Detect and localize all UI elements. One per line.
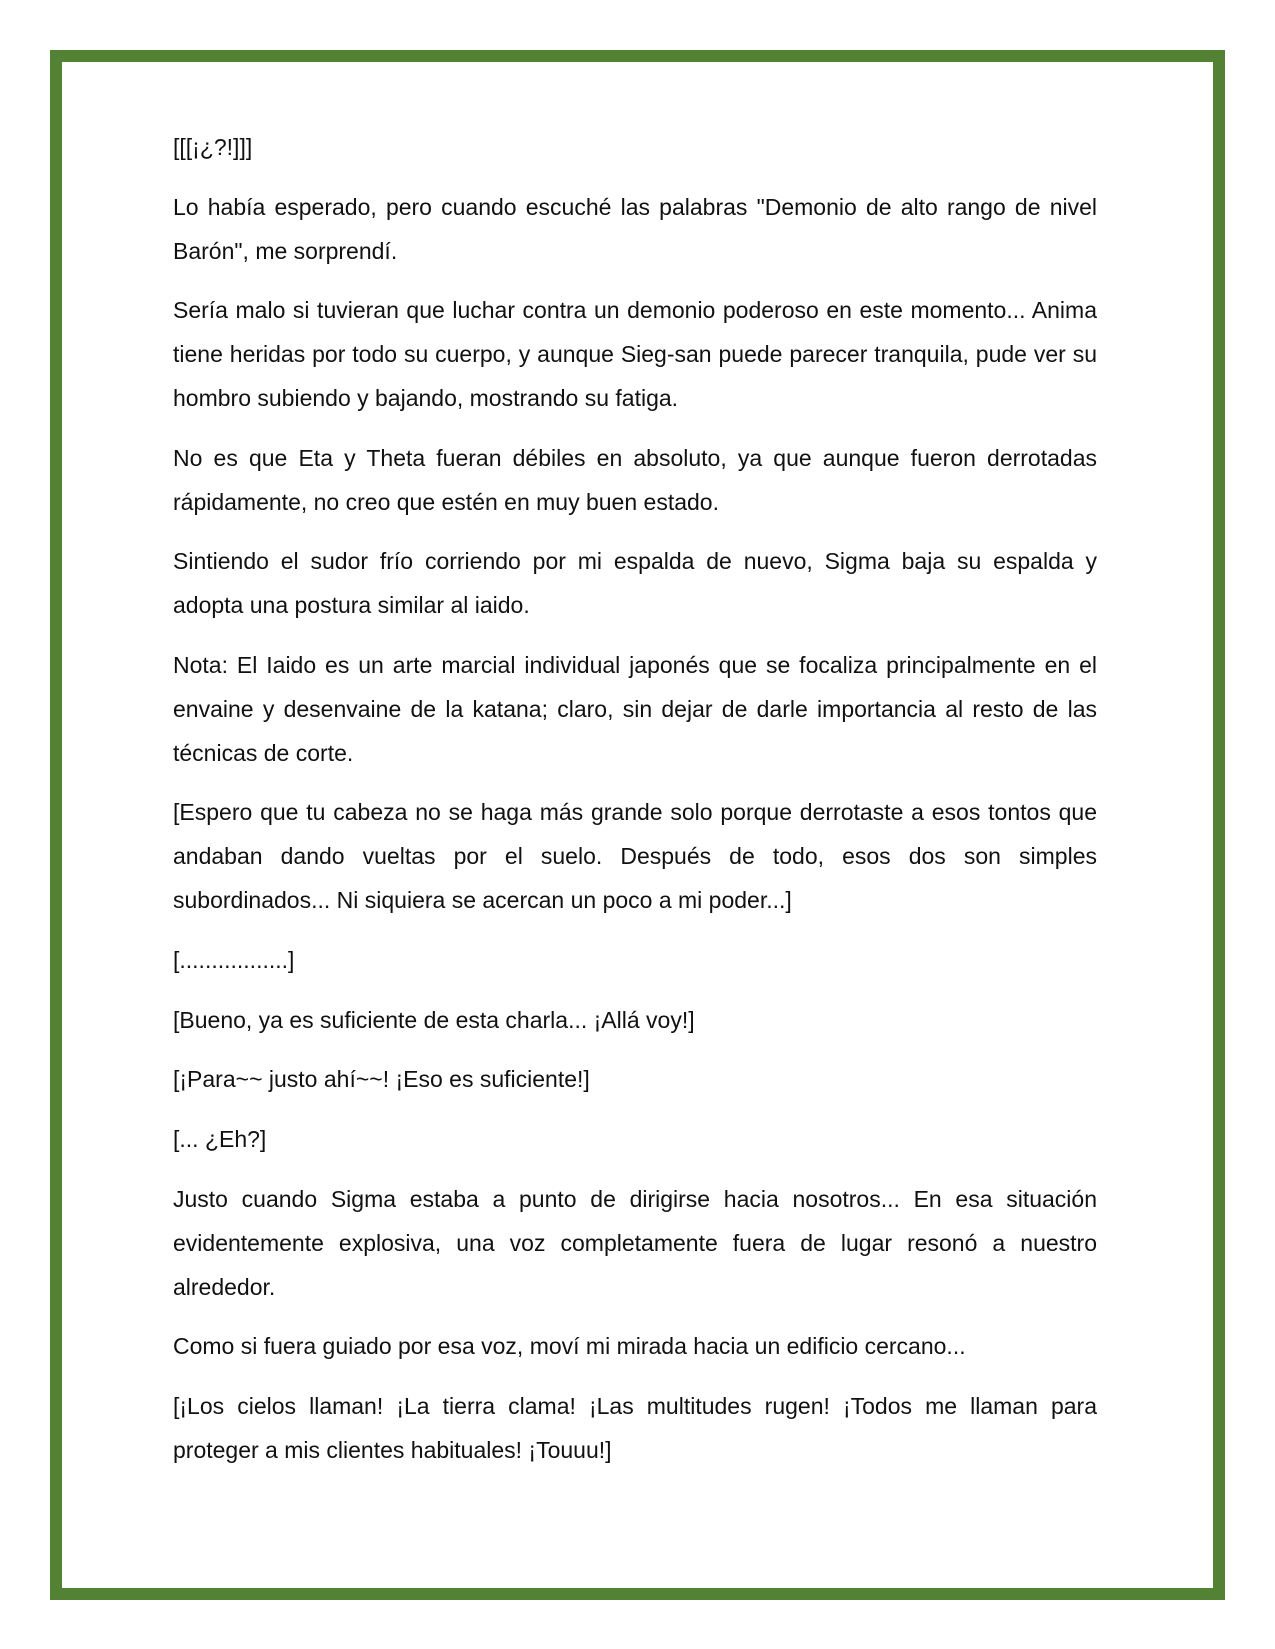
translator-note: Nota: El Iaido es un arte marcial individual japonés que se focaliza principalmente en el envaine y desenvaine de la katana; claro, sin dejar de darle importancia al resto de las técnicas de corte. [173, 651, 1097, 766]
paragraph: Como si fuera guiado por esa voz, moví mi mirada hacia un edificio cercano... [173, 1333, 966, 1360]
paragraph: Lo había esperado, pero cuando escuché las palabras "Demonio de alto rango de nivel Barón", me sorprendí. [173, 193, 1097, 264]
dialogue-line: [.................] [173, 946, 295, 973]
dialogue-line: [... ¿Eh?] [173, 1126, 267, 1153]
paragraph: Sintiendo el sudor frío corriendo por mi espalda de nuevo, Sigma baja su espalda y adopta una postura similar al iaido. [173, 548, 1097, 619]
dialogue-line: [¡Los cielos llaman! ¡La tierra clama! ¡Las multitudes rugen! ¡Todos me llaman para proteger a mis clientes habituales! ¡Touuu!] [173, 1393, 1097, 1463]
paragraph: Sería malo si tuvieran que luchar contra un demonio poderoso en este momento... Anima tiene heridas por todo su cuerpo, y aunque Sieg-san puede parecer tranquila, pude ver su hombro subiendo y bajando, mostrando su fatiga. [173, 297, 1097, 411]
dialogue-line: [Espero que tu cabeza no se haga más grande solo porque derrotaste a esos tontos que andaban dando vueltas por el suelo. Después de todo, esos dos son simples subordinados... Ni siquiera se acercan un poco a mi poder...] [173, 799, 1097, 913]
dialogue-line: [¡Para~~ justo ahí~~! ¡Eso es suficiente!] [173, 1066, 590, 1093]
paragraph-exclamation: [[[¡¿?!]]] [173, 134, 253, 160]
document-body [173, 126, 1097, 1489]
dialogue-line: [Bueno, ya es suficiente de esta charla... ¡Allá voy!] [173, 1006, 695, 1033]
paragraph: Justo cuando Sigma estaba a punto de dirigirse hacia nosotros... En esa situación evidentemente explosiva, una voz completamente fuera de lugar resonó a nuestro alrededor. [173, 1185, 1097, 1300]
paragraph: No es que Eta y Theta fueran débiles en absoluto, ya que aunque fueron derrotadas rápidamente, no creo que estén en muy buen estado. [173, 444, 1097, 515]
